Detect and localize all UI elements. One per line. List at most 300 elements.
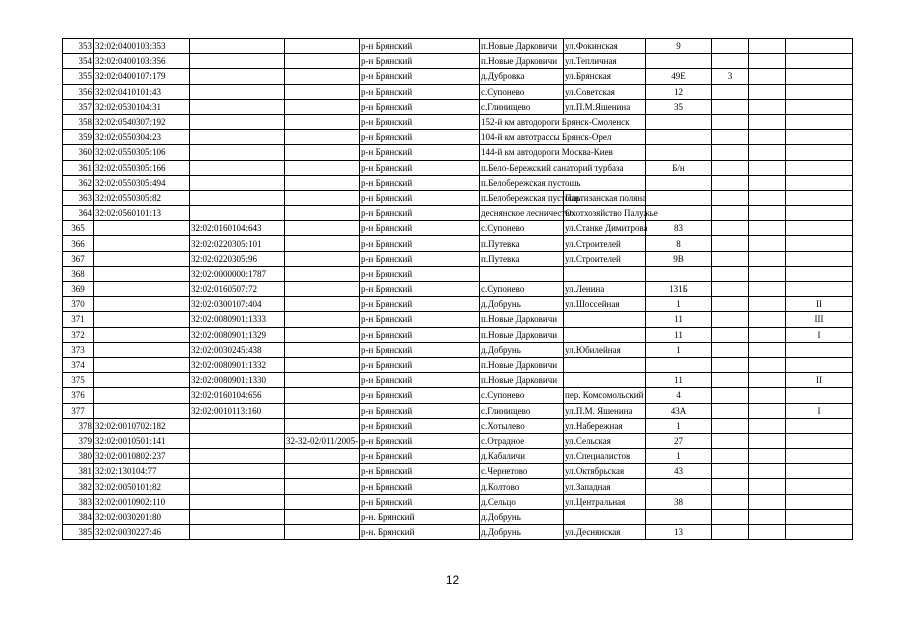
district-cell: р-н Брянский [360,236,480,251]
table-row [63,114,853,129]
cadastral-number-cell: 32:02:0550305:166 [94,160,190,175]
cadastral-number-cell [94,282,190,297]
locality-cell: д.Добрунь [480,509,564,524]
locality-cell: п.Новые Дарковичи [480,373,564,388]
registration-number-cell [285,114,360,129]
registration-number-cell [285,145,360,160]
cadastral-number-alt-cell: 32:02:0300107:404 [190,297,285,312]
row-number-cell: 385 [63,525,94,540]
locality-cell: с.Супонево [480,84,564,99]
building-cell [712,403,749,418]
district-cell: р-н Брянский [360,479,480,494]
building-cell [712,479,749,494]
district-cell: р-н Брянский [360,449,480,464]
table-row [63,69,853,84]
cadastral-number-alt-cell [190,190,285,205]
registration-number-cell [285,388,360,403]
cadastral-number-cell: 32:02:0010702:182 [94,418,190,433]
object-note-cell: I [786,403,853,418]
locality-cell: с.Глинищево [480,403,564,418]
locality-cell: п.Бело-Бережский санаторий турбаза [480,160,646,175]
table-row [63,494,853,509]
table-row [63,190,853,205]
locality-cell: д.Сельцо [480,494,564,509]
building-cell [712,433,749,448]
row-number-cell: 357 [63,99,94,114]
registration-number-cell [285,69,360,84]
district-cell: р-н Брянский [360,175,480,190]
cadastral-number-cell: 32:02:0560101:13 [94,206,190,221]
building-cell [712,327,749,342]
table-row [63,206,853,221]
street-cell: ул.Набережная [564,418,646,433]
cadastral-number-cell: 32:02:0050101:82 [94,479,190,494]
cadastral-number-alt-cell: 32:02:0000000:1787 [190,266,285,281]
object-note-cell [786,236,853,251]
building-cell [712,160,749,175]
flat-cell [749,160,786,175]
cadastral-number-alt-cell: 32:02:0160507:72 [190,282,285,297]
table-row [63,282,853,297]
building-cell [712,509,749,524]
cadastral-number-alt-cell [190,449,285,464]
district-cell: р-н Брянский [360,388,480,403]
district-cell: р-н Брянский [360,297,480,312]
cadastral-number-alt-cell: 32:02:0220305:96 [190,251,285,266]
row-number-cell: 377 [63,403,94,418]
registration-number-cell [285,266,360,281]
object-note-cell: II [786,373,853,388]
district-cell: р-н Брянский [360,312,480,327]
locality-cell: п.Путевка [480,251,564,266]
cadastral-number-alt-cell: 32:02:0010113:160 [190,403,285,418]
house-number-cell: 12 [646,84,712,99]
house-number-cell [646,130,712,145]
locality-cell: д.Кабаличи [480,449,564,464]
flat-cell [749,282,786,297]
street-cell [564,357,646,372]
street-cell [564,509,646,524]
district-cell: р-н Брянский [360,84,480,99]
cadastral-number-cell [94,297,190,312]
building-cell [712,130,749,145]
cadastral-number-cell [94,388,190,403]
cadastral-number-cell: 32:02:130104:77 [94,464,190,479]
building-cell [712,39,749,54]
building-cell [712,342,749,357]
table-row [63,266,853,281]
district-cell: р-н Брянский [360,403,480,418]
cadastral-number-alt-cell [190,130,285,145]
cadastral-number-alt-cell [190,145,285,160]
registration-number-cell [285,297,360,312]
row-number-cell: 372 [63,327,94,342]
row-number-cell: 373 [63,342,94,357]
object-note-cell [786,190,853,205]
street-cell: ул.Шоссейная [564,297,646,312]
registration-number-cell: 32-32-02/011/2005- [285,433,360,448]
registration-number-cell [285,130,360,145]
object-note-cell [786,525,853,540]
cadastral-number-alt-cell: 32:02:0220305:101 [190,236,285,251]
house-number-cell: 1 [646,418,712,433]
row-number-cell: 379 [63,433,94,448]
district-cell: р-н. Брянский [360,525,480,540]
flat-cell [749,130,786,145]
registration-number-cell [285,449,360,464]
flat-cell [749,433,786,448]
house-number-cell: 1 [646,342,712,357]
locality-cell [480,266,564,281]
flat-cell [749,54,786,69]
district-cell: р-н Брянский [360,221,480,236]
house-number-cell: 8 [646,236,712,251]
locality-cell: п.Новые Дарковичи [480,327,564,342]
house-number-cell: 9В [646,251,712,266]
building-cell [712,449,749,464]
locality-cell: п.Белобережская пустошь [480,190,564,205]
house-number-cell [646,54,712,69]
building-cell [712,297,749,312]
street-cell: ул.Брянская [564,69,646,84]
district-cell: р-н Брянский [360,494,480,509]
locality-cell: 104-й км автотрассы Брянск-Орел [480,130,646,145]
row-number-cell: 381 [63,464,94,479]
object-note-cell [786,357,853,372]
registration-number-cell [285,84,360,99]
locality-cell: п.Новые Дарковичи [480,357,564,372]
row-number-cell: 369 [63,282,94,297]
cadastral-number-cell [94,342,190,357]
object-note-cell [786,114,853,129]
object-note-cell [786,433,853,448]
object-note-cell [786,39,853,54]
building-cell [712,525,749,540]
house-number-cell [646,114,712,129]
table-row [63,433,853,448]
street-cell: ул.Строителей [564,236,646,251]
cadastral-number-alt-cell [190,509,285,524]
object-note-cell: II [786,297,853,312]
row-number-cell: 360 [63,145,94,160]
flat-cell [749,145,786,160]
registration-number-cell [285,312,360,327]
object-note-cell [786,69,853,84]
cadastral-number-cell: 32:02:0400103:353 [94,39,190,54]
cadastral-number-alt-cell [190,84,285,99]
table-row [63,509,853,524]
registration-number-cell [285,342,360,357]
cadastral-number-cell: 32:02:0550305:82 [94,190,190,205]
table-row [63,373,853,388]
cadastral-number-alt-cell [190,39,285,54]
building-cell [712,494,749,509]
table-row [63,175,853,190]
table-row [63,99,853,114]
table-body [63,39,853,540]
table-row [63,403,853,418]
flat-cell [749,114,786,129]
locality-cell: п.Белобережская пустошь [480,175,646,190]
cadastral-number-alt-cell [190,494,285,509]
district-cell: р-н Брянский [360,357,480,372]
house-number-cell [646,175,712,190]
house-number-cell: 1 [646,297,712,312]
table-row [63,449,853,464]
building-cell [712,388,749,403]
table-row [63,342,853,357]
row-number-cell: 365 [63,221,94,236]
building-cell: 3 [712,69,749,84]
cadastral-number-alt-cell [190,114,285,129]
registration-number-cell [285,357,360,372]
street-cell: ул.Строителей [564,251,646,266]
registration-number-cell [285,190,360,205]
locality-cell: с.Супонево [480,388,564,403]
row-number-cell: 362 [63,175,94,190]
row-number-cell: 363 [63,190,94,205]
district-cell: р-н Брянский [360,69,480,84]
building-cell [712,236,749,251]
flat-cell [749,251,786,266]
street-cell: ул.П.М. Яшенина [564,403,646,418]
registration-number-cell [285,221,360,236]
house-number-cell: 43А [646,403,712,418]
building-cell [712,266,749,281]
object-note-cell [786,160,853,175]
district-cell: р-н Брянский [360,251,480,266]
flat-cell [749,266,786,281]
flat-cell [749,373,786,388]
cadastral-number-alt-cell [190,69,285,84]
flat-cell [749,418,786,433]
street-cell: ул.Ленина [564,282,646,297]
district-cell: р-н Брянский [360,206,480,221]
building-cell [712,175,749,190]
flat-cell [749,449,786,464]
house-number-cell: 11 [646,327,712,342]
row-number-cell: 384 [63,509,94,524]
registration-number-cell [285,403,360,418]
registration-number-cell [285,282,360,297]
locality-cell: с.Отрадное [480,433,564,448]
cadastral-number-alt-cell [190,99,285,114]
cadastral-number-cell: 32:02:0010802:237 [94,449,190,464]
registration-number-cell [285,160,360,175]
cadastral-number-alt-cell [190,464,285,479]
registration-number-cell [285,479,360,494]
table-row [63,160,853,175]
cadastral-number-alt-cell: 32:02:0080901:1330 [190,373,285,388]
object-note-cell [786,464,853,479]
cadastral-number-cell: 32:02:0030227:46 [94,525,190,540]
table-row [63,297,853,312]
object-note-cell: I [786,327,853,342]
house-number-cell: 49Е [646,69,712,84]
flat-cell [749,39,786,54]
street-cell: ул.Станке Димитрова [564,221,646,236]
table-row [63,525,853,540]
cadastral-number-cell [94,357,190,372]
cadastral-number-alt-cell [190,525,285,540]
cadastral-number-cell [94,327,190,342]
flat-cell [749,175,786,190]
street-cell: пер. Комсомольский [564,388,646,403]
cadastral-number-alt-cell [190,418,285,433]
district-cell: р-н Брянский [360,39,480,54]
object-note-cell [786,145,853,160]
cadastral-number-alt-cell: 32:02:0160104:656 [190,388,285,403]
district-cell: р-н Брянский [360,327,480,342]
row-number-cell: 383 [63,494,94,509]
registration-number-cell [285,175,360,190]
house-number-cell: 13 [646,525,712,540]
table-row [63,418,853,433]
street-cell: ул.Западная [564,479,646,494]
house-number-cell: 11 [646,312,712,327]
row-number-cell: 366 [63,236,94,251]
registration-number-cell [285,327,360,342]
street-cell: Охотхозяйство Палужье [564,206,646,221]
district-cell: р-н Брянский [360,130,480,145]
street-cell: ул.Тепличная [564,54,646,69]
object-note-cell [786,494,853,509]
table-row [63,251,853,266]
house-number-cell: 27 [646,433,712,448]
table-row [63,357,853,372]
locality-cell: п.Новые Дарковичи [480,54,564,69]
row-number-cell: 355 [63,69,94,84]
cadastral-number-cell: 32:02:0550305:494 [94,175,190,190]
flat-cell [749,297,786,312]
locality-cell: д.Добрунь [480,525,564,540]
locality-cell: д.Дубровка [480,69,564,84]
cadastral-number-cell: 32:02:0010902:110 [94,494,190,509]
locality-cell: д.Колтово [480,479,564,494]
registration-number-cell [285,418,360,433]
object-note-cell [786,175,853,190]
table-row [63,39,853,54]
page-number: 12 [445,573,460,587]
cadastral-number-alt-cell [190,160,285,175]
cadastral-number-cell [94,251,190,266]
cadastral-number-cell: 32:02:0030201:80 [94,509,190,524]
building-cell [712,114,749,129]
building-cell [712,206,749,221]
cadastral-number-cell [94,236,190,251]
row-number-cell: 371 [63,312,94,327]
registration-number-cell [285,525,360,540]
table-row [63,312,853,327]
object-note-cell [786,479,853,494]
cadastral-number-cell: 32:02:0550304:23 [94,130,190,145]
house-number-cell: 4 [646,388,712,403]
district-cell: р-н Брянский [360,342,480,357]
cadastral-number-alt-cell [190,54,285,69]
house-number-cell: 35 [646,99,712,114]
flat-cell [749,479,786,494]
row-number-cell: 382 [63,479,94,494]
row-number-cell: 361 [63,160,94,175]
locality-cell: деснянское лесничество [480,206,564,221]
locality-cell: д.Добрунь [480,297,564,312]
cadastral-number-alt-cell: 32:02:0080901:1329 [190,327,285,342]
cadastral-number-alt-cell: 32:02:0080901:1332 [190,357,285,372]
row-number-cell: 353 [63,39,94,54]
table-row [63,54,853,69]
locality-cell: с.Хотылево [480,418,564,433]
cadastral-number-cell: 32:02:0540307:192 [94,114,190,129]
flat-cell [749,357,786,372]
street-cell [564,327,646,342]
row-number-cell: 378 [63,418,94,433]
flat-cell [749,403,786,418]
table-row [63,84,853,99]
building-cell [712,282,749,297]
house-number-cell [646,357,712,372]
row-number-cell: 374 [63,357,94,372]
cadastral-number-cell: 32:02:0530104:31 [94,99,190,114]
object-note-cell [786,418,853,433]
flat-cell [749,190,786,205]
object-note-cell [786,449,853,464]
locality-cell: п.Новые Дарковичи [480,39,564,54]
object-note-cell [786,221,853,236]
registration-number-cell [285,236,360,251]
registration-number-cell [285,206,360,221]
row-number-cell: 375 [63,373,94,388]
cadastral-number-alt-cell [190,175,285,190]
object-note-cell [786,388,853,403]
locality-cell: д.Добрунь [480,342,564,357]
flat-cell [749,342,786,357]
flat-cell [749,236,786,251]
cadastral-number-cell [94,403,190,418]
district-cell: р-н Брянский [360,266,480,281]
object-note-cell [786,84,853,99]
locality-cell: с.Супонево [480,282,564,297]
district-cell: р-н Брянский [360,99,480,114]
object-note-cell [786,206,853,221]
table-row [63,221,853,236]
district-cell: р-н Брянский [360,54,480,69]
flat-cell [749,221,786,236]
cadastral-number-cell [94,373,190,388]
cadastral-number-cell [94,266,190,281]
cadastral-number-alt-cell: 32:02:0160104:643 [190,221,285,236]
district-cell: р-н. Брянский [360,509,480,524]
row-number-cell: 376 [63,388,94,403]
street-cell [564,312,646,327]
building-cell [712,84,749,99]
district-cell: р-н Брянский [360,433,480,448]
house-number-cell [646,190,712,205]
street-cell: ул.Фокинская [564,39,646,54]
house-number-cell: 38 [646,494,712,509]
table-row [63,464,853,479]
district-cell: р-н Брянский [360,114,480,129]
registration-number-cell [285,464,360,479]
object-note-cell [786,282,853,297]
locality-cell: 144-й км автодороги Москва-Киев [480,145,646,160]
street-cell: ул.Деснянская [564,525,646,540]
district-cell: р-н Брянский [360,464,480,479]
district-cell: р-н Брянский [360,282,480,297]
cadastral-number-cell [94,221,190,236]
row-number-cell: 354 [63,54,94,69]
house-number-cell [646,145,712,160]
street-cell: ул.П.М.Яшенина [564,99,646,114]
